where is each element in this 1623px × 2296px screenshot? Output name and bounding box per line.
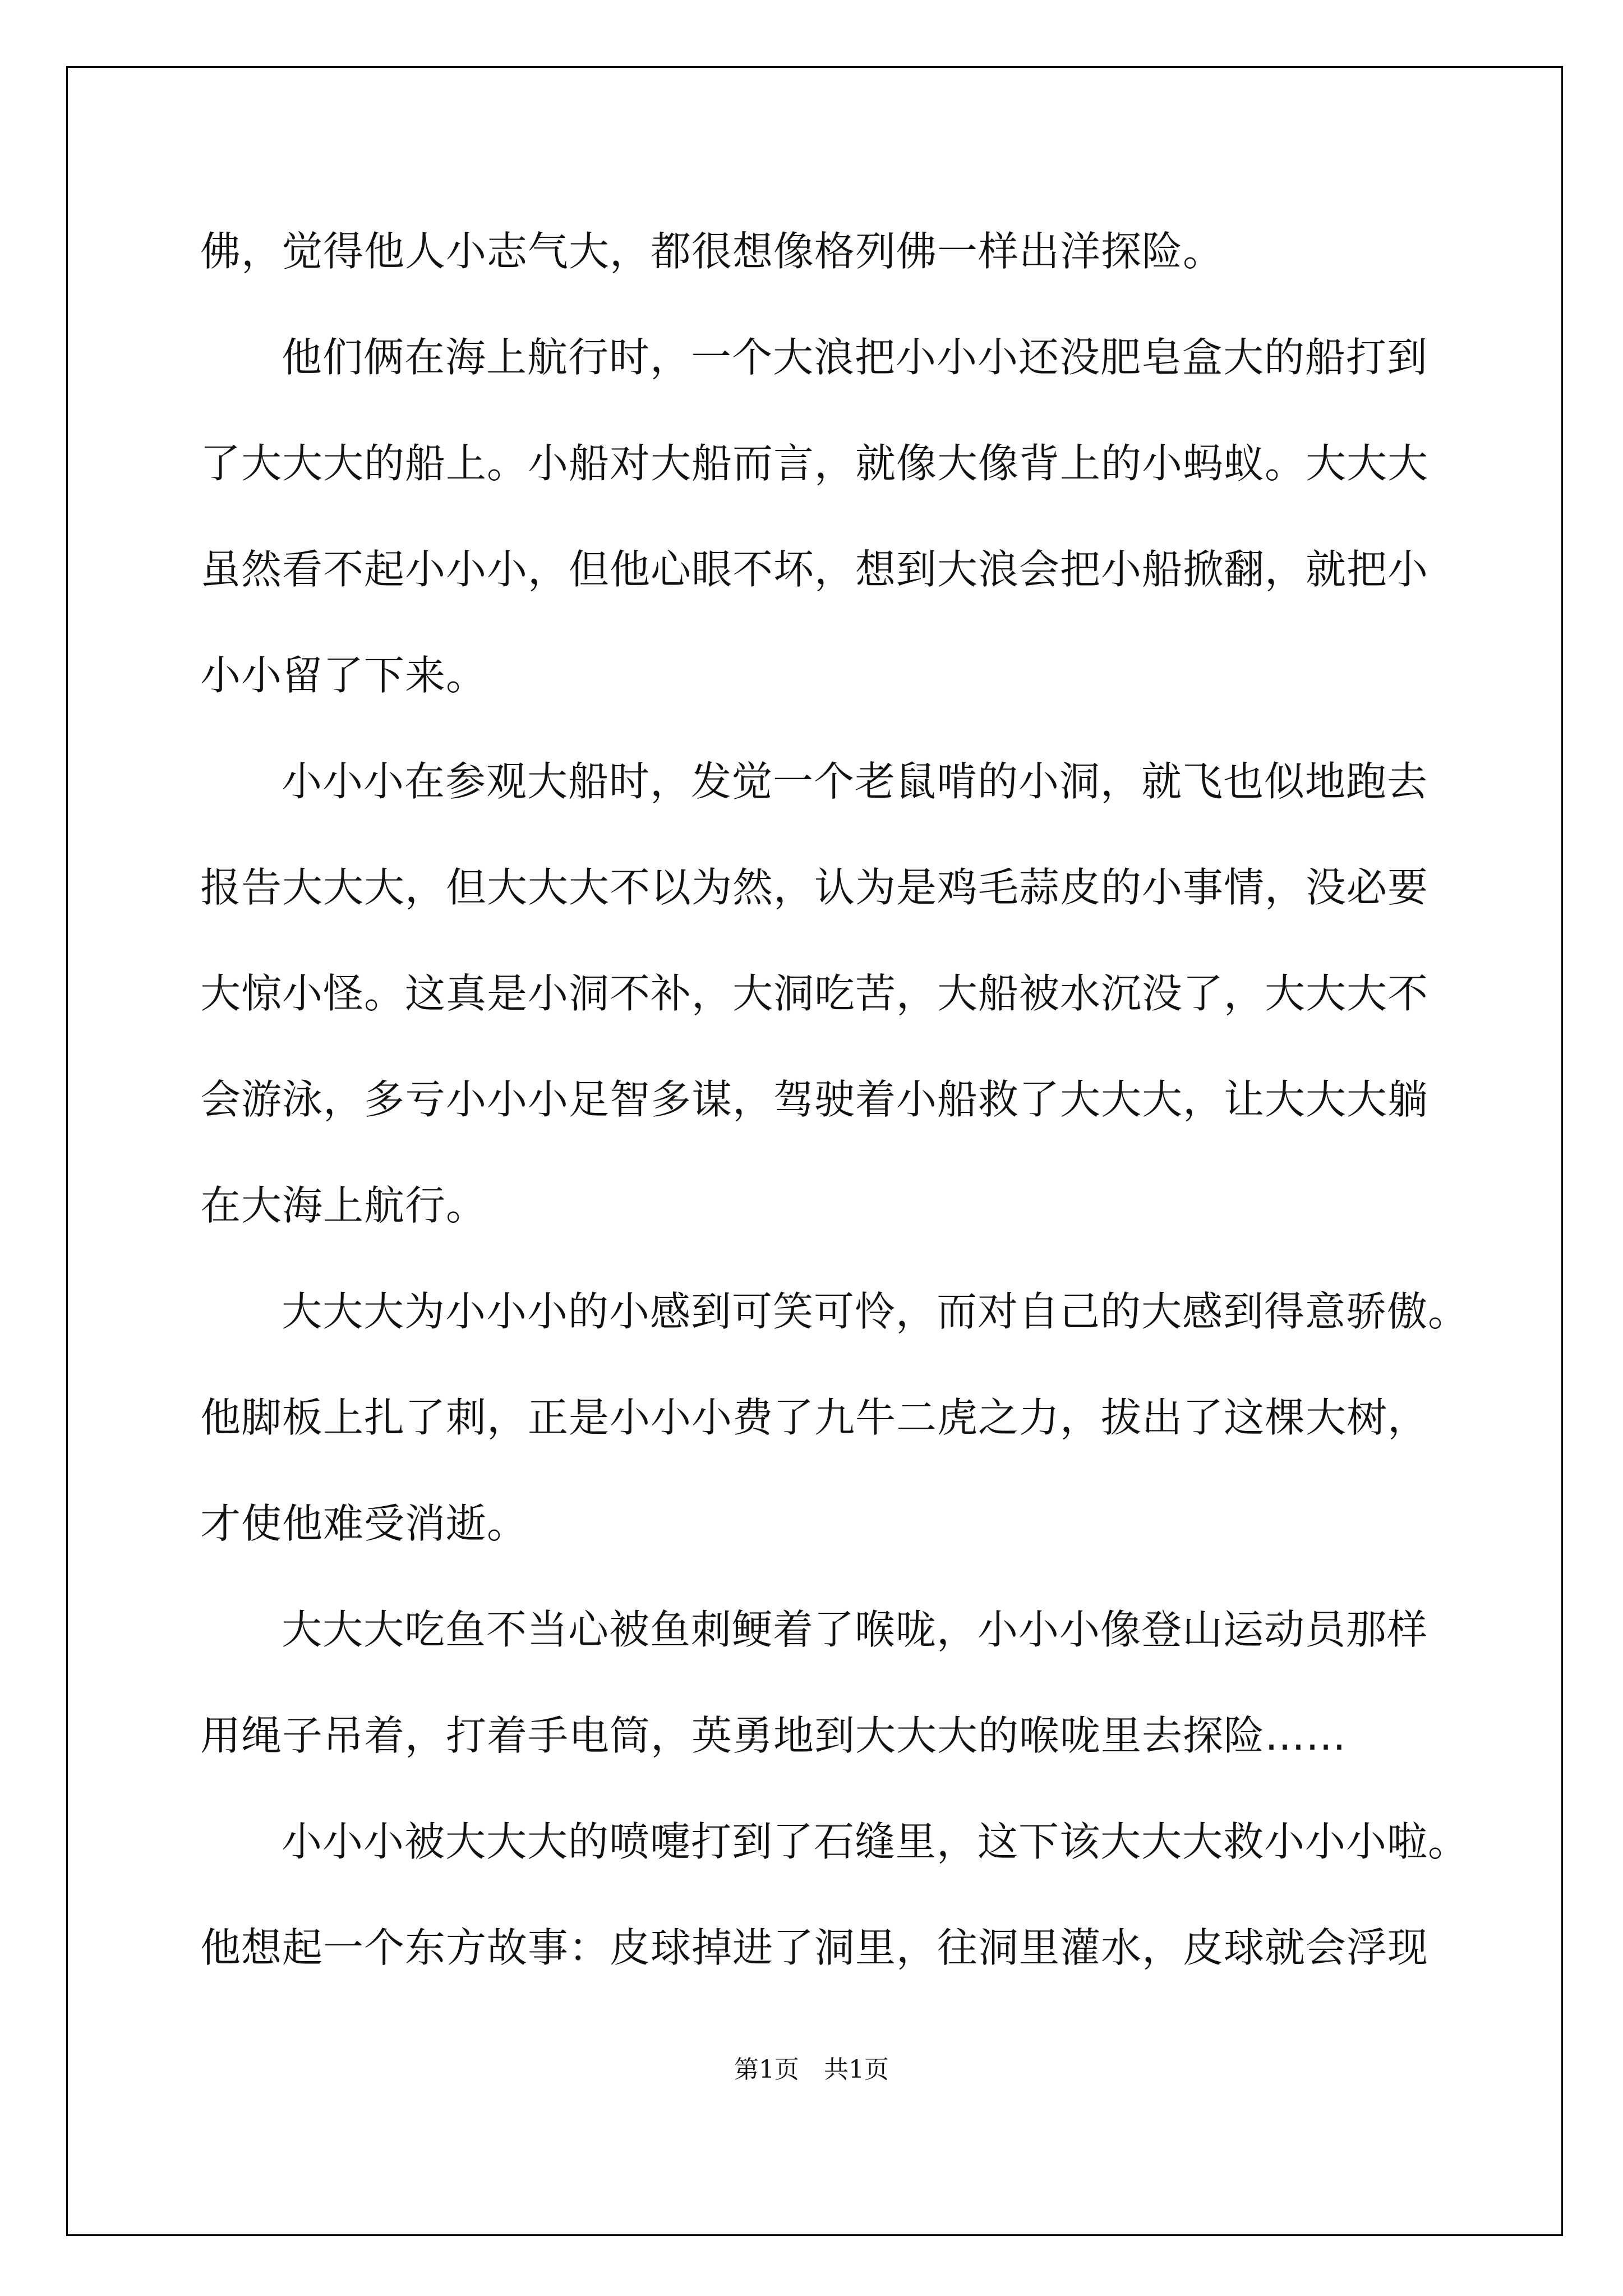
text-line-3: 了大大大的船上。小船对大船而言，就像大像背上的小蚂蚁。大大大	[200, 440, 1429, 487]
text-line-9: 会游泳，多亏小小小足智多谋，驾驶着小船救了大大大，让大大大躺	[200, 1076, 1429, 1123]
text-line-4: 虽然看不起小小小，但他心眼不坏，想到大浪会把小船掀翻，就把小	[200, 546, 1429, 593]
page-footer: 第1页 共1页	[734, 2055, 889, 2084]
text-line-12: 他脚板上扎了刺，正是小小小费了九牛二虎之力，拔出了这棵大树，	[200, 1394, 1429, 1441]
text-line-14: 大大大吃鱼不当心被鱼刺鲠着了喉咙，小小小像登山运动员那样	[282, 1606, 1428, 1653]
text-line-2: 他们俩在海上航行时，一个大浪把小小小还没肥皂盒大的船打到	[282, 334, 1428, 381]
text-line-13: 才使他难受消逝。	[200, 1500, 528, 1547]
text-line-8: 大惊小怪。这真是小洞不补，大洞吃苦，大船被水沉没了，大大大不	[200, 970, 1429, 1017]
text-line-17: 他想起一个东方故事：皮球掉进了洞里，往洞里灌水，皮球就会浮现	[200, 1924, 1429, 1971]
page-border	[66, 66, 1563, 2236]
text-line-1: 佛，觉得他人小志气大，都很想像格列佛一样出洋探险。	[200, 228, 1224, 275]
text-line-6: 小小小在参观大船时，发觉一个老鼠啃的小洞，就飞也似地跑去	[282, 758, 1428, 805]
text-line-16: 小小小被大大大的喷嚏打到了石缝里，这下该大大大救小小小啦。	[282, 1818, 1469, 1865]
text-line-5: 小小留了下来。	[200, 652, 487, 699]
text-line-11: 大大大为小小小的小感到可笑可怜，而对自己的大感到得意骄傲。	[282, 1288, 1469, 1335]
text-line-7: 报告大大大，但大大大不以为然，认为是鸡毛蒜皮的小事情，没必要	[200, 864, 1429, 911]
text-line-10: 在大海上航行。	[200, 1182, 487, 1229]
text-line-15: 用绳子吊着，打着手电筒，英勇地到大大大的喉咙里去探险……	[200, 1712, 1347, 1759]
